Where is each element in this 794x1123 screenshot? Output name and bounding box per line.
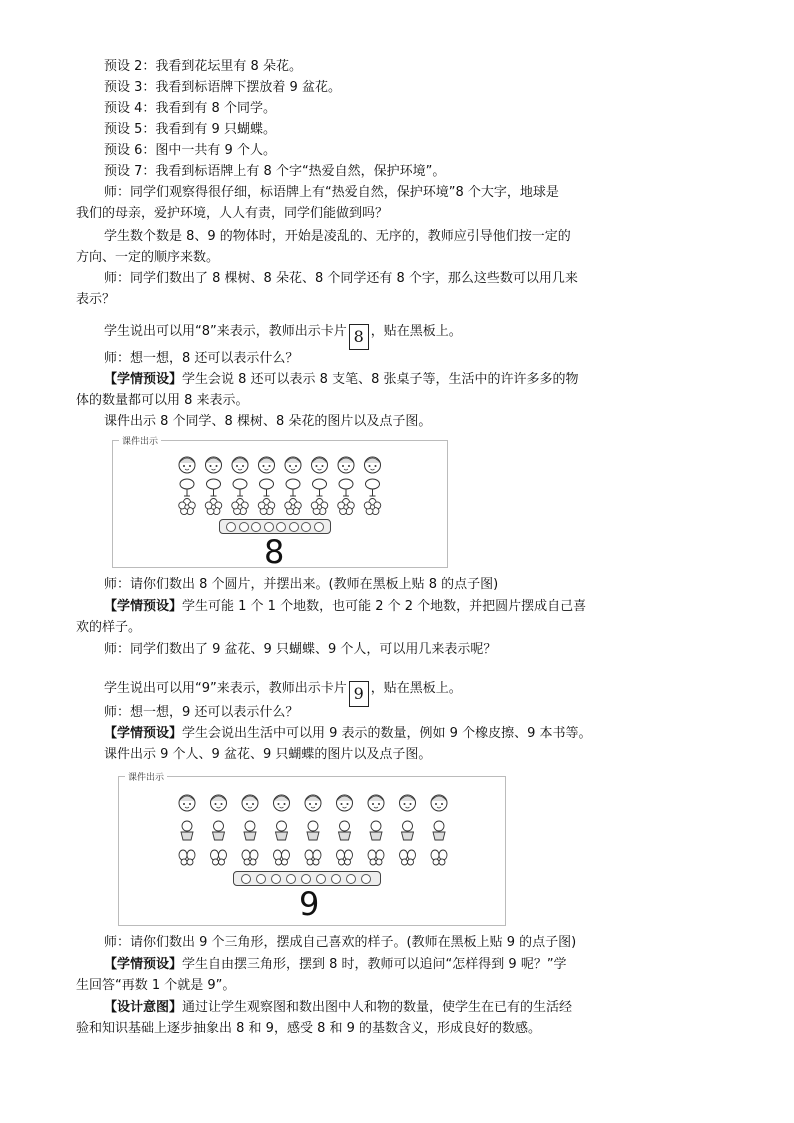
potted-flower-icon: [244, 821, 256, 840]
prep-3-tag: 【学情预设】: [104, 726, 183, 741]
child-face-icon: [259, 457, 275, 473]
dot: [361, 874, 371, 884]
child-face-icon: [179, 457, 195, 473]
dot-chart-9: [233, 871, 381, 886]
panel-8-label: 课件出示: [119, 434, 161, 447]
note-line-2: 方向、一定的顺序来数。: [76, 250, 220, 265]
design-text2: 验和知识基础上逐步抽象出 8 和 9，感受 8 和 9 的基数含义，形成良好的数感。: [76, 1021, 542, 1036]
butterfly-icon: [211, 850, 227, 865]
dot: [289, 522, 299, 532]
after-8: 师：请你们数出 8 个圆片，并摆出来。(教师在黑板上贴 8 的点子图): [104, 577, 499, 592]
teacher-q-2: 表示？: [76, 292, 116, 307]
child-face-icon: [338, 457, 354, 473]
flower-icon: [364, 499, 381, 515]
card-9-post: ，贴在黑板上。: [370, 681, 462, 696]
child-face-icon: [431, 795, 447, 811]
dot: [286, 874, 296, 884]
prep-2-line1: [104, 598, 586, 616]
flower-icon: [205, 499, 222, 515]
card-9: 9: [349, 681, 369, 707]
prep-2-text2: 欢的样子。: [76, 620, 142, 635]
child-face-icon: [242, 795, 258, 811]
question-9: 师：想一想，9 还可以表示什么？: [104, 705, 299, 720]
tree-icon: [339, 479, 353, 496]
prep-4-text1: 学生自由摆三角形，摆到 8 时，教师可以追问“怎样得到 9 呢？”学: [182, 957, 567, 972]
number-8: 8: [264, 533, 285, 571]
flower-icon: [179, 499, 196, 515]
potted-flower-icon: [402, 821, 414, 840]
dot-chart-8: [219, 519, 331, 534]
preset-7: 预设 7：我看到标语牌上有 8 个字“热爱自然，保护环境”。: [104, 164, 446, 179]
butterfly-icon: [337, 850, 353, 865]
question-9a: 师：同学们数出了 9 盆花、9 只蝴蝶、9 个人，可以用几来表示呢？: [104, 642, 497, 657]
dot: [316, 874, 326, 884]
tree-icon: [313, 479, 327, 496]
prep-3-line1: [104, 725, 592, 743]
prep-1-tag: 【学情预设】: [104, 372, 183, 387]
potted-flower-icon: [370, 821, 382, 840]
prep-4-tag: 【学情预设】: [104, 957, 183, 972]
card-9-pre: 学生说出可以用“9”来表示，教师出示卡片: [104, 681, 347, 696]
butterfly-icon: [368, 850, 384, 865]
dot: [346, 874, 356, 884]
dot: [301, 874, 311, 884]
child-face-icon: [365, 457, 381, 473]
panel-8: [112, 437, 448, 571]
butterfly-icon: [400, 850, 416, 865]
child-face-icon: [312, 457, 328, 473]
dot: [256, 874, 266, 884]
potted-flower-icon: [213, 821, 225, 840]
dot: [239, 522, 249, 532]
potted-flower-icon: [307, 821, 319, 840]
child-face-icon: [211, 795, 227, 811]
tree-icon: [366, 479, 380, 496]
tree-icon: [260, 479, 274, 496]
dot: [276, 522, 286, 532]
card-9-line: [104, 680, 462, 707]
flower-icon: [311, 499, 328, 515]
prep-3-text1: 学生会说出生活中可以用 9 表示的数量，例如 9 个橡皮擦、9 本书等。: [182, 726, 592, 741]
preset-3: 预设 3：我看到标语牌下摆放着 9 盆花。: [104, 80, 341, 95]
card-8-line: [104, 323, 462, 350]
teacher-line-2: 我们的母亲，爱护环境，人人有责，同学们能做到吗？: [76, 206, 389, 221]
prep-2-text1: 学生可能 1 个 1 个地数，也可能 2 个 2 个地数，并把圆片摆成自己喜: [182, 599, 587, 614]
show-8: 课件出示 8 个同学、8 棵树、8 朵花的图片以及点子图。: [104, 414, 432, 429]
butterfly-icon: [305, 850, 321, 865]
tree-icon: [286, 479, 300, 496]
prep-2-tag: 【学情预设】: [104, 599, 183, 614]
prep-1-text2: 体的数量都可以用 8 来表示。: [76, 393, 249, 408]
card-8: 8: [349, 324, 369, 350]
flower-icon: [258, 499, 275, 515]
dot: [226, 522, 236, 532]
tree-icon: [207, 479, 221, 496]
note-line-1: 学生数个数是 8、9 的物体时，开始是凌乱的、无序的，教师应引导他们按一定的: [104, 229, 571, 244]
dot: [251, 522, 261, 532]
butterfly-icon: [431, 850, 447, 865]
after-9: 师：请你们数出 9 个三角形，摆成自己喜欢的样子。(教师在黑板上贴 9 的点子图): [104, 935, 577, 950]
potted-flower-icon: [276, 821, 288, 840]
number-9: 9: [299, 885, 320, 923]
teacher-q-1: 师：同学们数出了 8 棵树、8 朵花、8 个同学还有 8 个字，那么这些数可以用几来: [104, 271, 578, 286]
card-8-pre: 学生说出可以用“8”来表示，教师出示卡片: [104, 324, 347, 339]
card-8-post: ，贴在黑板上。: [370, 324, 462, 339]
prep-4-text2: 生回答“再数 1 个就是 9”。: [76, 978, 236, 993]
child-face-icon: [368, 795, 384, 811]
tree-icon: [233, 479, 247, 496]
prep-1-line1: [104, 371, 579, 389]
child-face-icon: [285, 457, 301, 473]
dot: [241, 874, 251, 884]
child-face-icon: [274, 795, 290, 811]
prep-4-line1: [104, 956, 567, 974]
show-9: 课件出示 9 个人、9 盆花、9 只蝴蝶的图片以及点子图。: [104, 747, 432, 762]
flower-icon: [338, 499, 355, 515]
dot: [314, 522, 324, 532]
butterfly-icon: [274, 850, 290, 865]
design-line1: [104, 999, 572, 1017]
child-face-icon: [232, 457, 248, 473]
dot: [301, 522, 311, 532]
potted-flower-icon: [433, 821, 445, 840]
dot: [264, 522, 274, 532]
butterfly-icon: [179, 850, 195, 865]
panel-9: [118, 773, 506, 926]
potted-flower-icon: [339, 821, 351, 840]
flower-icon: [285, 499, 302, 515]
panel-9-label: 课件出示: [125, 770, 167, 783]
potted-flower-icon: [181, 821, 193, 840]
butterfly-icon: [242, 850, 258, 865]
tree-icon: [180, 479, 194, 496]
preset-4: 预设 4：我看到有 8 个同学。: [104, 101, 276, 116]
preset-5: 预设 5：我看到有 9 只蝴蝶。: [104, 122, 276, 137]
flower-icon: [232, 499, 249, 515]
teacher-line-1: 师：同学们观察得很仔细，标语牌上有“热爱自然，保护环境”8 个大字，地球是: [104, 185, 559, 200]
child-face-icon: [179, 795, 195, 811]
child-face-icon: [206, 457, 222, 473]
child-face-icon: [337, 795, 353, 811]
child-face-icon: [305, 795, 321, 811]
preset-6: 预设 6：图中一共有 9 个人。: [104, 143, 276, 158]
question-8: 师：想一想，8 还可以表示什么？: [104, 351, 299, 366]
dot: [271, 874, 281, 884]
preset-2: 预设 2：我看到花坛里有 8 朵花。: [104, 59, 302, 74]
prep-1-text1: 学生会说 8 还可以表示 8 支笔、8 张桌子等，生活中的许许多多的物: [182, 372, 579, 387]
dot: [331, 874, 341, 884]
design-tag: 【设计意图】: [104, 1000, 183, 1015]
design-text1: 通过让学生观察图和数出图中人和物的数量，使学生在已有的生活经: [182, 1000, 573, 1015]
child-face-icon: [400, 795, 416, 811]
